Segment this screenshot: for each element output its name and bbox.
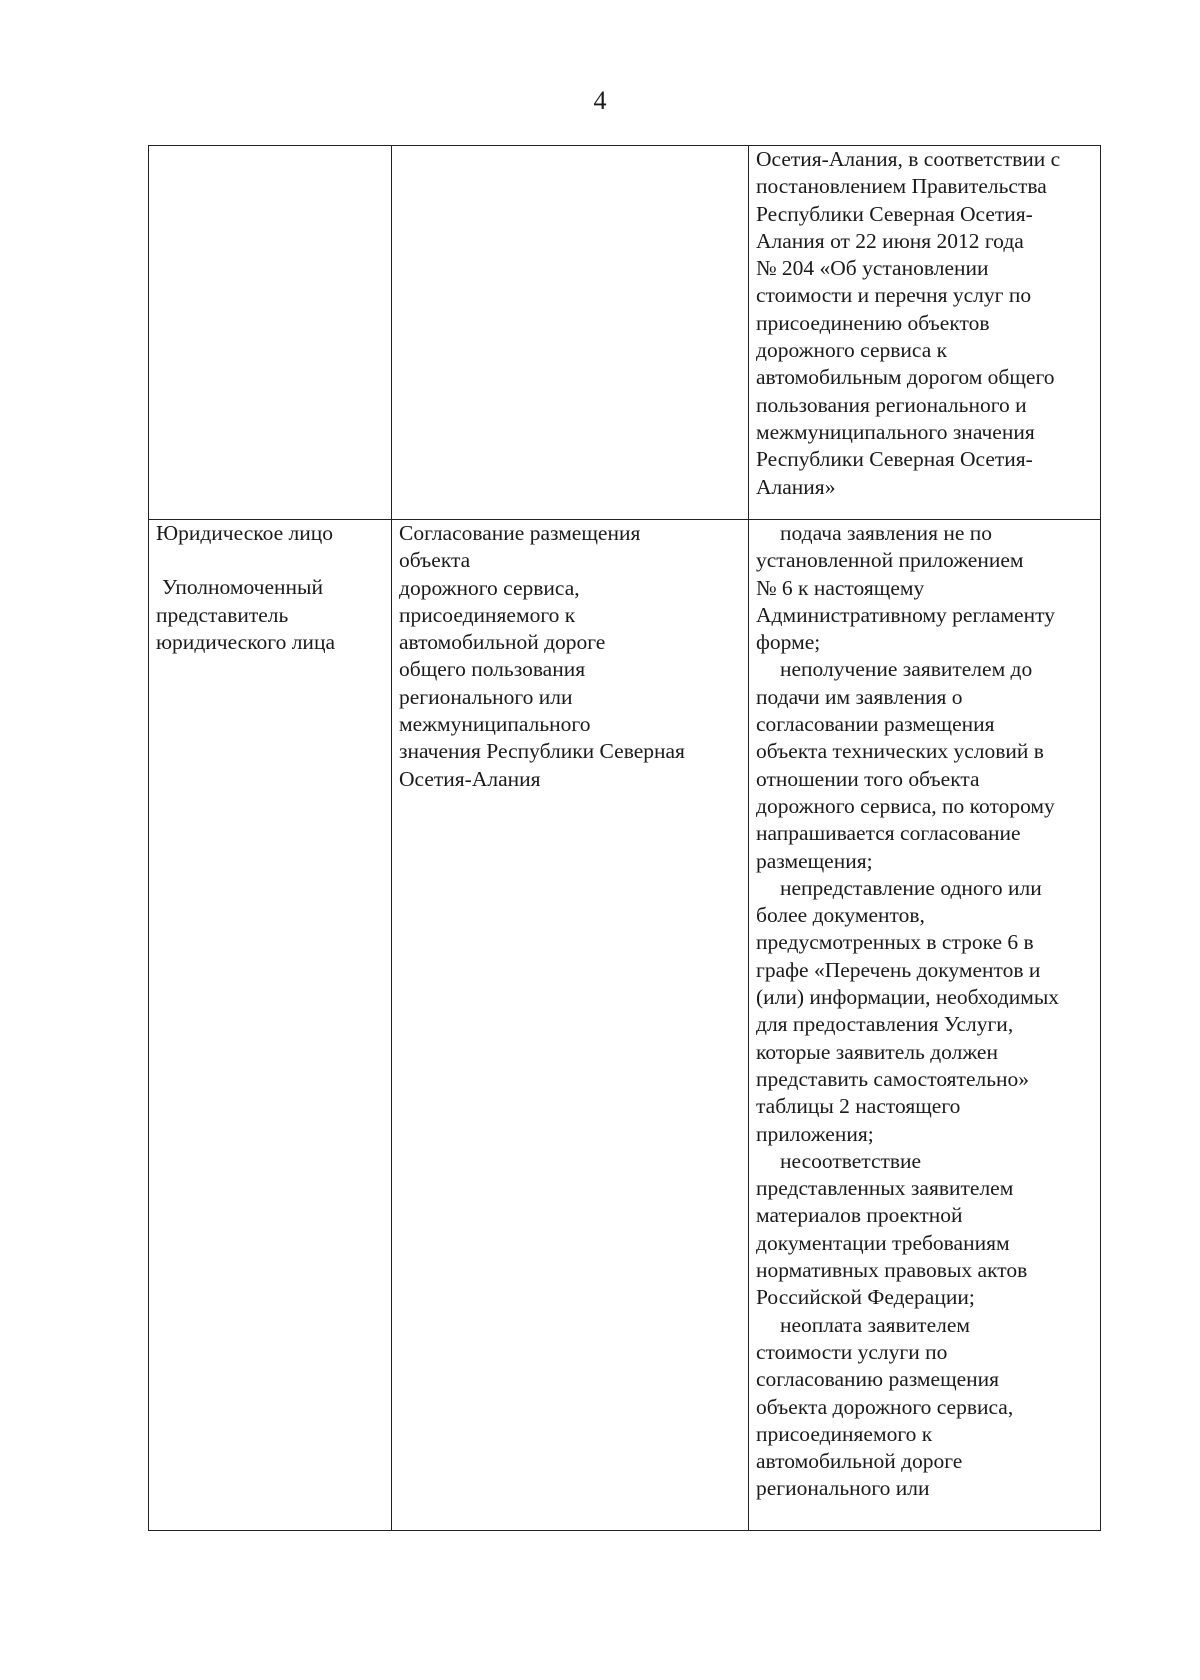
- text-line: автомобильным дорогом общего: [756, 365, 1055, 390]
- text-line: несоответствие: [780, 1148, 922, 1173]
- grounds-item: [756, 656, 1096, 874]
- text-line: дорожного сервиса к: [756, 338, 948, 363]
- text-line: значения Республики Северная: [399, 739, 685, 764]
- grounds-cell-continued: [749, 146, 1101, 520]
- text-line: которые заявитель должен: [756, 1039, 998, 1064]
- text-line: № 204 «Об установлении: [756, 256, 989, 281]
- text-line: Российской Федерации;: [756, 1285, 975, 1310]
- grounds-item: [756, 1148, 1096, 1312]
- text-line: согласовании размещения: [756, 712, 995, 737]
- text-line: для предоставления Услуги,: [756, 1012, 1014, 1037]
- text-line: присоединяемого к: [399, 602, 576, 627]
- text-line: межмуниципального значения: [756, 419, 1035, 444]
- text-line: размещения;: [756, 848, 873, 873]
- text-line: предусмотренных в строке 6 в: [756, 930, 1034, 955]
- text-line: объекта дорожного сервиса,: [756, 1394, 1014, 1419]
- text-line: (или) информации, необходимых: [756, 985, 1060, 1010]
- text-line: постановлением Правительства: [756, 174, 1047, 199]
- table-row: [149, 520, 1101, 1531]
- representative-label: [156, 574, 387, 656]
- text-line: стоимости услуги по: [756, 1339, 948, 1364]
- text-line: присоединяемого к: [756, 1421, 933, 1446]
- text-line: напрашивается согласование: [756, 821, 1021, 846]
- document-table: [148, 145, 1101, 1531]
- grounds-item: [756, 875, 1096, 1148]
- service-cell-empty: [392, 146, 749, 520]
- applicant-label: Юридическое лицо: [156, 521, 334, 545]
- text-line: нормативных правовых актов: [756, 1258, 1028, 1283]
- text-line: непредставление одного или: [780, 875, 1042, 900]
- text-line: таблицы 2 настоящего: [756, 1094, 961, 1119]
- applicant-cell: [149, 520, 392, 1531]
- text-line: Согласование размещения: [399, 521, 641, 545]
- text-line: установленной приложением: [756, 548, 1024, 573]
- text-line: № 6 к настоящему: [756, 575, 925, 600]
- text-line: Уполномоченный: [162, 575, 323, 600]
- text-line: межмуниципального: [399, 712, 591, 737]
- text-line: общего пользования: [399, 657, 586, 682]
- text-line: пользования регионального и: [756, 392, 1027, 417]
- grounds-item: [756, 520, 1096, 656]
- text-line: объекта технических условий в: [756, 739, 1044, 764]
- text-line: графе «Перечень документов и: [756, 957, 1041, 982]
- text-line: Административному регламенту: [756, 602, 1055, 627]
- grounds-item: [756, 1312, 1096, 1503]
- text-line: приложения;: [756, 1121, 874, 1146]
- text-line: подача заявления не по: [780, 521, 993, 545]
- text-line: согласованию размещения: [756, 1367, 1000, 1392]
- table-row: [149, 146, 1101, 520]
- text-line: Осетия-Алания: [399, 766, 541, 791]
- text-line: материалов проектной: [756, 1203, 963, 1228]
- text-line: форме;: [756, 630, 821, 655]
- text-line: дорожного сервиса, по которому: [756, 793, 1055, 818]
- text-line: Алания от 22 июня 2012 года: [756, 228, 1024, 253]
- text-line: более документов,: [756, 903, 925, 928]
- text-line: Республики Северная Осетия-: [756, 447, 1033, 472]
- text-line: документации требованиям: [756, 1230, 1010, 1255]
- text-line: неоплата заявителем: [780, 1312, 970, 1337]
- grounds-cell: [749, 520, 1101, 1531]
- text-line: автомобильной дороге: [399, 630, 606, 655]
- text-line: автомобильной дороге: [756, 1449, 963, 1474]
- text-line: регионального или: [399, 684, 573, 709]
- text-line: объекта: [399, 548, 471, 573]
- text-line: подачи им заявления о: [756, 684, 963, 709]
- text-line: представленных заявителем: [756, 1176, 1014, 1201]
- text-line: представитель: [156, 602, 289, 627]
- text-line: Республики Северная Осетия-: [756, 201, 1033, 226]
- text-line: дорожного сервиса,: [399, 575, 580, 600]
- text-line: неполучение заявителем до: [780, 657, 1033, 682]
- text-line: представить самостоятельно»: [756, 1066, 1030, 1091]
- text-line: отношении того объекта: [756, 766, 980, 791]
- page-number: 4: [593, 86, 607, 115]
- text-line: регионального или: [756, 1476, 930, 1501]
- text-line: стоимости и перечня услуг по: [756, 283, 1032, 308]
- service-cell: [392, 520, 749, 1531]
- applicant-cell-empty: [149, 146, 392, 520]
- text-line: юридического лица: [156, 629, 335, 654]
- text-line: присоединению объектов: [756, 310, 990, 335]
- text-line: Алания»: [756, 474, 836, 499]
- text-line: Осетия-Алания, в соответствии с: [756, 147, 1061, 171]
